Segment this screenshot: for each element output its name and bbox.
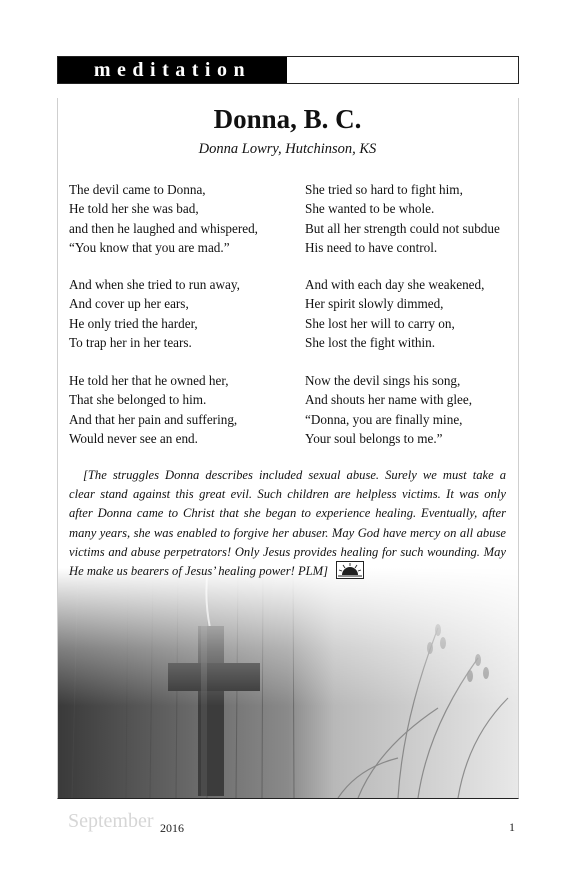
poem-line: Now the devil sings his song, xyxy=(305,373,461,388)
note-line: many years, she was enabled to forgive her abuser. May God have mercy on all abuse xyxy=(69,525,506,540)
poem-title: Donna, B. C. xyxy=(213,104,362,134)
poem-line: He told her she was bad, xyxy=(69,201,199,217)
note-line: He make us bearers of Jesus’ healing power! PLM] xyxy=(69,564,329,579)
editor-note xyxy=(69,466,506,581)
note-last-line xyxy=(69,562,506,581)
poem-line: The devil came to Donna, xyxy=(69,182,206,197)
poem-line: And when she tried to run away, xyxy=(69,277,240,292)
stanza-right-3 xyxy=(305,371,472,448)
stanza-left-2 xyxy=(69,275,240,352)
poem-line: Your soul belongs to me.” xyxy=(305,430,443,446)
poem-line: “You know that you are mad.” xyxy=(69,239,230,255)
poem-author: Donna Lowry, Hutchinson, KS xyxy=(198,141,377,157)
poem-line: She lost her will to carry on, xyxy=(305,315,455,331)
poem-line: She lost the fight within. xyxy=(305,334,436,350)
poem-line: and then he laughed and whispered, xyxy=(69,220,258,236)
section-label: meditation xyxy=(58,57,287,83)
stanza-left-3 xyxy=(69,371,237,448)
stanza-right-1 xyxy=(305,180,500,257)
stanza-left-1 xyxy=(69,180,258,257)
note-line: [The struggles Donna describes included sexual abuse. Surely we must take a xyxy=(83,468,506,482)
poem-line: She wanted to be whole. xyxy=(305,201,435,217)
footer-month: September xyxy=(68,810,154,832)
poem-line: She tried so hard to fight him, xyxy=(305,182,463,197)
poem-line: Her spirit slowly dimmed, xyxy=(305,296,444,312)
sunrise-icon xyxy=(336,561,364,579)
poem-line: And with each day she weakened, xyxy=(305,277,485,292)
poem-line: “Donna, you are finally mine, xyxy=(305,411,463,427)
poem-line: He only tried the harder, xyxy=(69,315,198,331)
note-line: clear stand against this great evil. Such children are helpless victims. It was only xyxy=(69,487,506,502)
poem-line: And cover up her ears, xyxy=(69,296,189,312)
wooden-cross-and-grass-photo xyxy=(58,568,518,798)
section-header xyxy=(57,56,519,84)
poem-line: He told her that he owned her, xyxy=(69,373,229,388)
poem-line: His need to have control. xyxy=(305,239,438,255)
footer-year: 2016 xyxy=(160,821,184,835)
poem-line: To trap her in her tears. xyxy=(69,334,192,350)
poem-line: And that her pain and suffering, xyxy=(69,411,238,427)
stanza-right-2 xyxy=(305,275,484,352)
note-line: after Donna came to Christ that she began to experience healing. Eventually, after xyxy=(69,506,506,521)
poem-line: But all her strength could not subdue xyxy=(305,220,500,236)
page-number: 1 xyxy=(509,820,515,834)
poem-line: And shouts her name with glee, xyxy=(305,392,473,408)
poem-line: That she belonged to him. xyxy=(69,392,207,408)
note-line: victims and abuse perpetrators! Only Jesus provides healing for such wounding. May xyxy=(69,544,506,559)
poem-line: Would never see an end. xyxy=(69,430,198,446)
